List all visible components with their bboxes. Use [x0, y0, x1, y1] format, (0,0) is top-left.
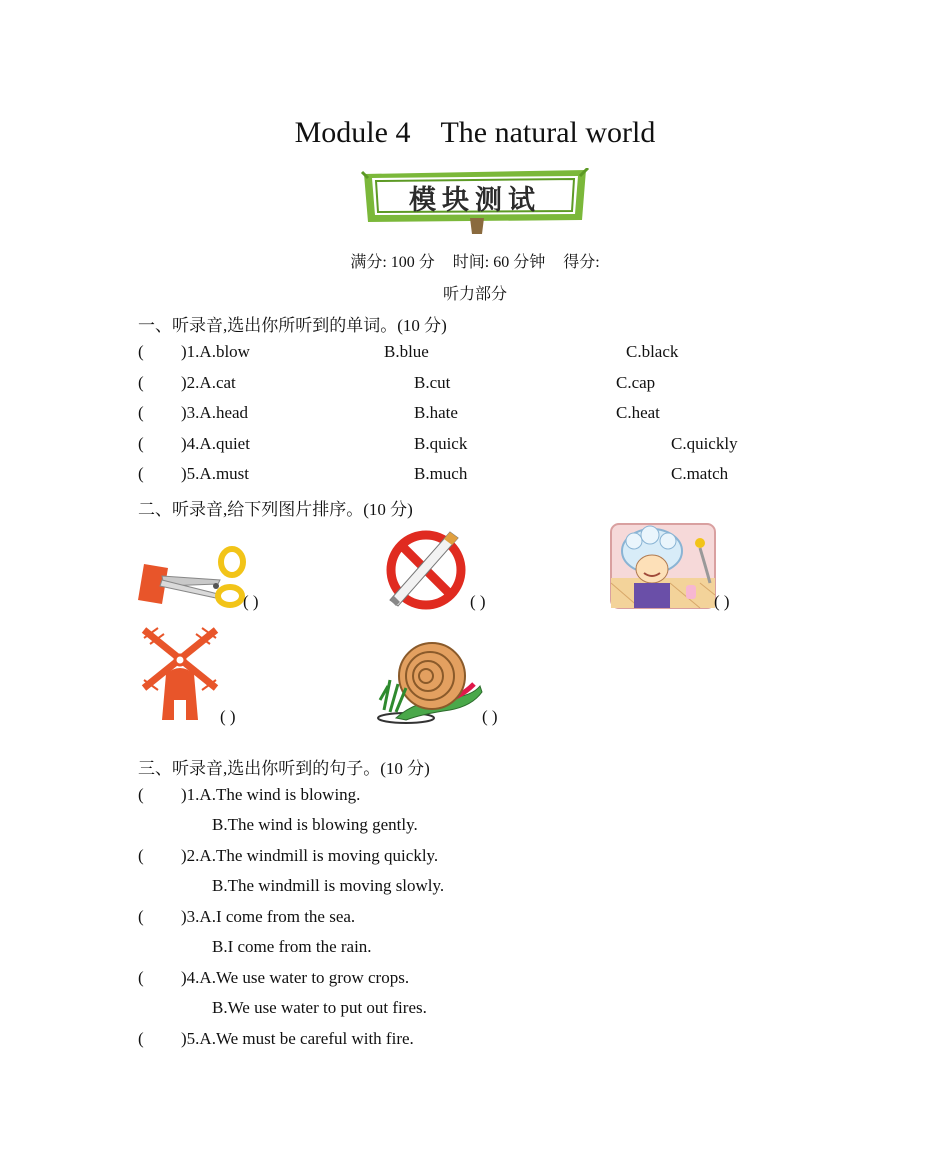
- q3-item-2-b: B.The windmill is moving slowly.: [212, 876, 445, 895]
- q1-item-5: (: [138, 464, 144, 483]
- scissors-icon: [138, 546, 246, 608]
- q1-item-1-b: B.blue: [384, 342, 429, 361]
- q3-item-5-a: )5.A.We must be careful with fire.: [181, 1029, 414, 1048]
- q1-item-2: (: [138, 373, 144, 392]
- q1-item-5-a: )5.A.must: [181, 464, 249, 483]
- windmill-icon: [138, 624, 222, 722]
- score-field: 得分:: [563, 254, 600, 271]
- page-title: [0, 116, 950, 150]
- q2-heading: 二、听录音,给下列图片排序。(10 分): [138, 500, 413, 519]
- q1-heading: 一、听录音,选出你所听到的单词。(10 分): [138, 316, 447, 335]
- module-number: Module 4: [294, 116, 411, 149]
- washing-hair-icon: [610, 523, 716, 609]
- q1-item-3-b: B.hate: [414, 403, 458, 422]
- q1-item-3: (: [138, 403, 144, 422]
- q3-item-4: (: [138, 968, 144, 987]
- q3-item-3-b: B.I come from the rain.: [212, 937, 372, 956]
- q1-item-2-a: )2.A.cat: [181, 373, 236, 392]
- q3-item-2: (: [138, 846, 144, 865]
- q2-blank-1[interactable]: ( ): [243, 592, 259, 611]
- full-score: 满分: 100 分: [350, 254, 435, 271]
- q3-item-4-a: )4.A.We use water to grow crops.: [181, 968, 410, 987]
- q2-blank-4[interactable]: ( ): [220, 707, 236, 726]
- q3-heading: 三、听录音,选出你听到的句子。(10 分): [138, 759, 430, 778]
- q1-item-4-c: C.quickly: [671, 434, 738, 453]
- q3-item-5: (: [138, 1029, 144, 1048]
- q1-item-1-a: )1.A.blow: [181, 342, 250, 361]
- banner-text: 模块测试: [409, 185, 541, 216]
- q1-item-5-c: C.match: [671, 464, 729, 483]
- time-limit: 时间: 60 分钟: [452, 254, 546, 271]
- q1-item-1: (: [138, 342, 144, 361]
- q1-item-5-b: B.much: [414, 464, 468, 483]
- q1-item-4: (: [138, 434, 144, 453]
- exam-meta: [0, 249, 950, 272]
- q1-item-1-c: C.black: [626, 342, 679, 361]
- q1-item-4-b: B.quick: [414, 434, 468, 453]
- snail-icon: [376, 640, 484, 724]
- q1-item-2-c: C.cap: [616, 373, 656, 392]
- q3-item-1-b: B.The wind is blowing gently.: [212, 815, 418, 834]
- q3-item-4-b: B.We use water to put out fires.: [212, 998, 427, 1017]
- module-name: The natural world: [440, 116, 656, 149]
- q3-item-3: (: [138, 907, 144, 926]
- q1-item-3-a: )3.A.head: [181, 403, 249, 422]
- listening-section-label: 听力部分: [442, 286, 507, 303]
- q3-item-1-a: )1.A.The wind is blowing.: [181, 785, 361, 804]
- no-smoking-icon: [384, 522, 472, 610]
- q3-item-2-a: )2.A.The windmill is moving quickly.: [181, 846, 439, 865]
- q1-item-3-c: C.heat: [616, 403, 660, 422]
- q2-blank-5[interactable]: ( ): [482, 707, 498, 726]
- q3-item-1: (: [138, 785, 144, 804]
- q1-item-4-a: )4.A.quiet: [181, 434, 250, 453]
- q2-blank-3[interactable]: ( ): [714, 592, 730, 611]
- q2-blank-2[interactable]: ( ): [470, 592, 486, 611]
- module-test-banner: [360, 168, 590, 236]
- q1-item-2-b: B.cut: [414, 373, 451, 392]
- q3-item-3-a: )3.A.I come from the sea.: [181, 907, 356, 926]
